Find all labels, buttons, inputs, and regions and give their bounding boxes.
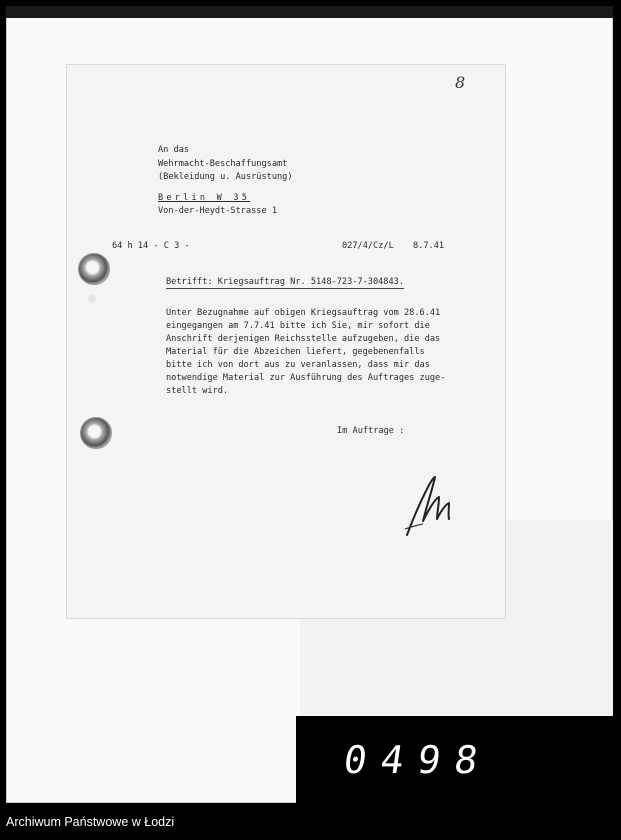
closing-line: Im Auftrage : <box>337 426 405 436</box>
page-number-mark: 8 <box>455 73 466 92</box>
address-line-1: An das <box>158 145 190 155</box>
body-line: eingegangen am 7.7.41 bitte ich Sie, mir sofort die <box>166 321 430 331</box>
address-city: Berlin W 35 <box>158 193 251 203</box>
body-line: notwendige Material zur Ausführung des Auftrages zuge- <box>166 373 446 383</box>
document-sheet <box>66 64 506 619</box>
body-line: bitte ich von dort aus zu veranlassen, dass mir das <box>166 360 430 370</box>
body-line: Unter Bezugnahme auf obigen Kriegsauftrag vom 28.6.41 <box>166 308 441 318</box>
body-line: stellt wird. <box>166 386 229 396</box>
subject-line: Betrifft: Kriegsauftrag Nr. 5148-723-7-304843. <box>166 277 404 287</box>
scan-edge <box>6 6 613 18</box>
body-line: Anschrift derjenigen Reichsstelle aufzugeben, die das <box>166 334 441 344</box>
body-line: Material für die Abzeichen liefert, gegebenenfalls <box>166 347 425 357</box>
reference-left: 64 h 14 - C 3 - <box>112 241 190 251</box>
punch-hole-upper <box>78 253 110 285</box>
reference-code: 027/4/Cz/L <box>342 241 394 251</box>
archive-name: Archiwum Państwowe w Łodzi <box>6 815 175 829</box>
address-line-3: (Bekleidung u. Ausrüstung) <box>158 172 293 182</box>
frame-number: 0498 <box>340 738 495 782</box>
address-line-2: Wehrmacht-Beschaffungsamt <box>158 159 288 169</box>
reference-date: 8.7.41 <box>413 241 445 251</box>
punch-hole-mark <box>88 295 96 303</box>
address-street: Von-der-Heydt-Strasse 1 <box>158 206 277 216</box>
signature-mark <box>401 469 471 539</box>
punch-hole-lower <box>80 417 112 449</box>
